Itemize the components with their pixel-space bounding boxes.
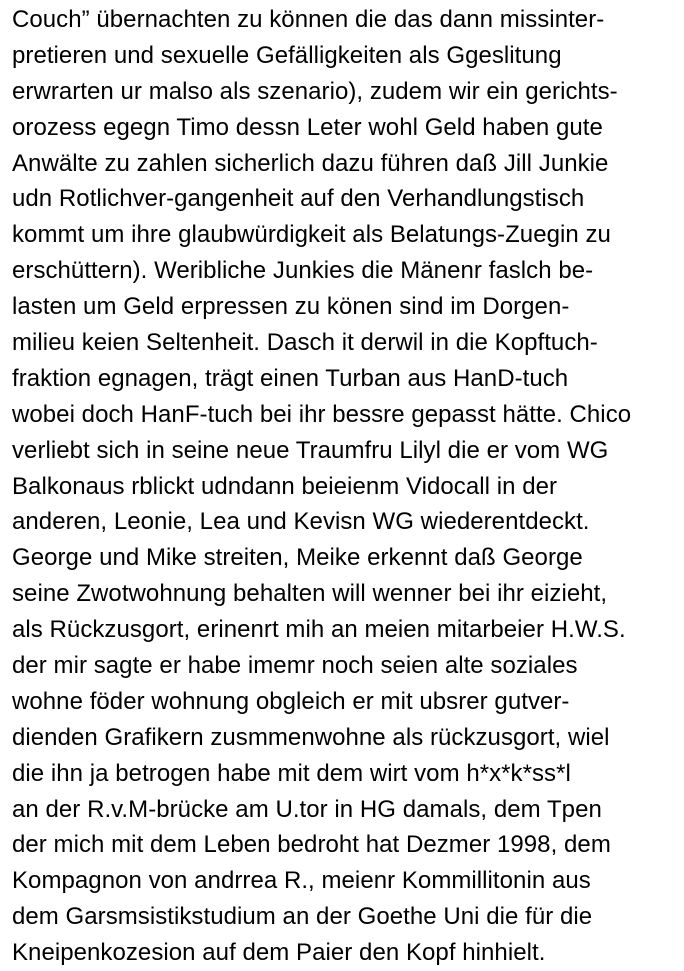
text-line: Kompagnon von andrrea R., meienr Kommillitonin aus [12, 867, 591, 895]
text-line: dienden Grafikern zusmmenwohne als rückzusgort, wiel [12, 723, 610, 751]
text-line: seine Zwotwohnung behalten will wenner bei ihr eizieht, [12, 580, 608, 608]
text-line: Couch” übernachten zu können die das dann missinter- [12, 6, 605, 33]
text-line: Balkonaus rblickt udndann beieienm Vidocall in der [12, 472, 558, 500]
text-line: die ihn ja betrogen habe mit dem wirt vom h*x*k*ss*l [12, 759, 571, 787]
text-line: an der R.v.M-brücke am U.tor in HG damals, dem Tpen [12, 795, 602, 823]
text-line: fraktion egnagen, trägt einen Turban aus HanD-tuch [12, 364, 569, 392]
text-line: wobei doch HanF-tuch bei ihr bessre gepasst hätte. Chico [12, 400, 632, 428]
text-line: kommt um ihre glaubwürdigkeit als Belatungs-Zuegin zu [12, 221, 611, 249]
text-line: dem Garsmsistikstudium an der Goethe Uni die für die [12, 903, 593, 931]
text-line: verliebt sich in seine neue Traumfru Lilyl die er vom WG [12, 436, 609, 464]
text-line: udn Rotlichver-gangenheit auf den Verhandlungstisch [12, 185, 585, 213]
text-line: George und Mike streiten, Meike erkennt daß George [12, 544, 583, 572]
text-line: Anwälte zu zahlen sicherlich dazu führen daß Jill Junkie [12, 149, 609, 177]
text-line: erwrarten ur malso als szenario), zudem wir ein gerichts- [12, 77, 618, 105]
text-line: orozess egegn Timo dessn Leter wohl Geld haben gute [12, 113, 603, 141]
text-line: wohne föder wohnung obgleich er mit ubsrer gutver- [12, 687, 570, 715]
text-line: als Rückzusgort, erinenrt mih an meien mitarbeier H.W.S. [12, 616, 626, 644]
body-text [12, 2, 680, 971]
text-line: pretieren und sexuelle Gefälligkeiten als Ggeslitung [12, 41, 562, 69]
text-line: milieu keien Seltenheit. Dasch it derwil in die Kopftuch- [12, 329, 598, 357]
text-line: anderen, Leonie, Lea und Kevisn WG wiederentdeckt. [12, 508, 590, 536]
text-line: der mich mit dem Leben bedroht hat Dezmer 1998, dem [12, 831, 611, 859]
text-line: erschüttern). Weribliche Junkies die Mänenr faslch be- [12, 257, 594, 285]
text-line: Kneipenkozesion auf dem Paier den Kopf hinhielt. [12, 939, 546, 967]
text-line: lasten um Geld erpressen zu könen sind im Dorgen- [12, 293, 570, 321]
text-line: der mir sagte er habe imemr noch seien alte soziales [12, 652, 578, 680]
